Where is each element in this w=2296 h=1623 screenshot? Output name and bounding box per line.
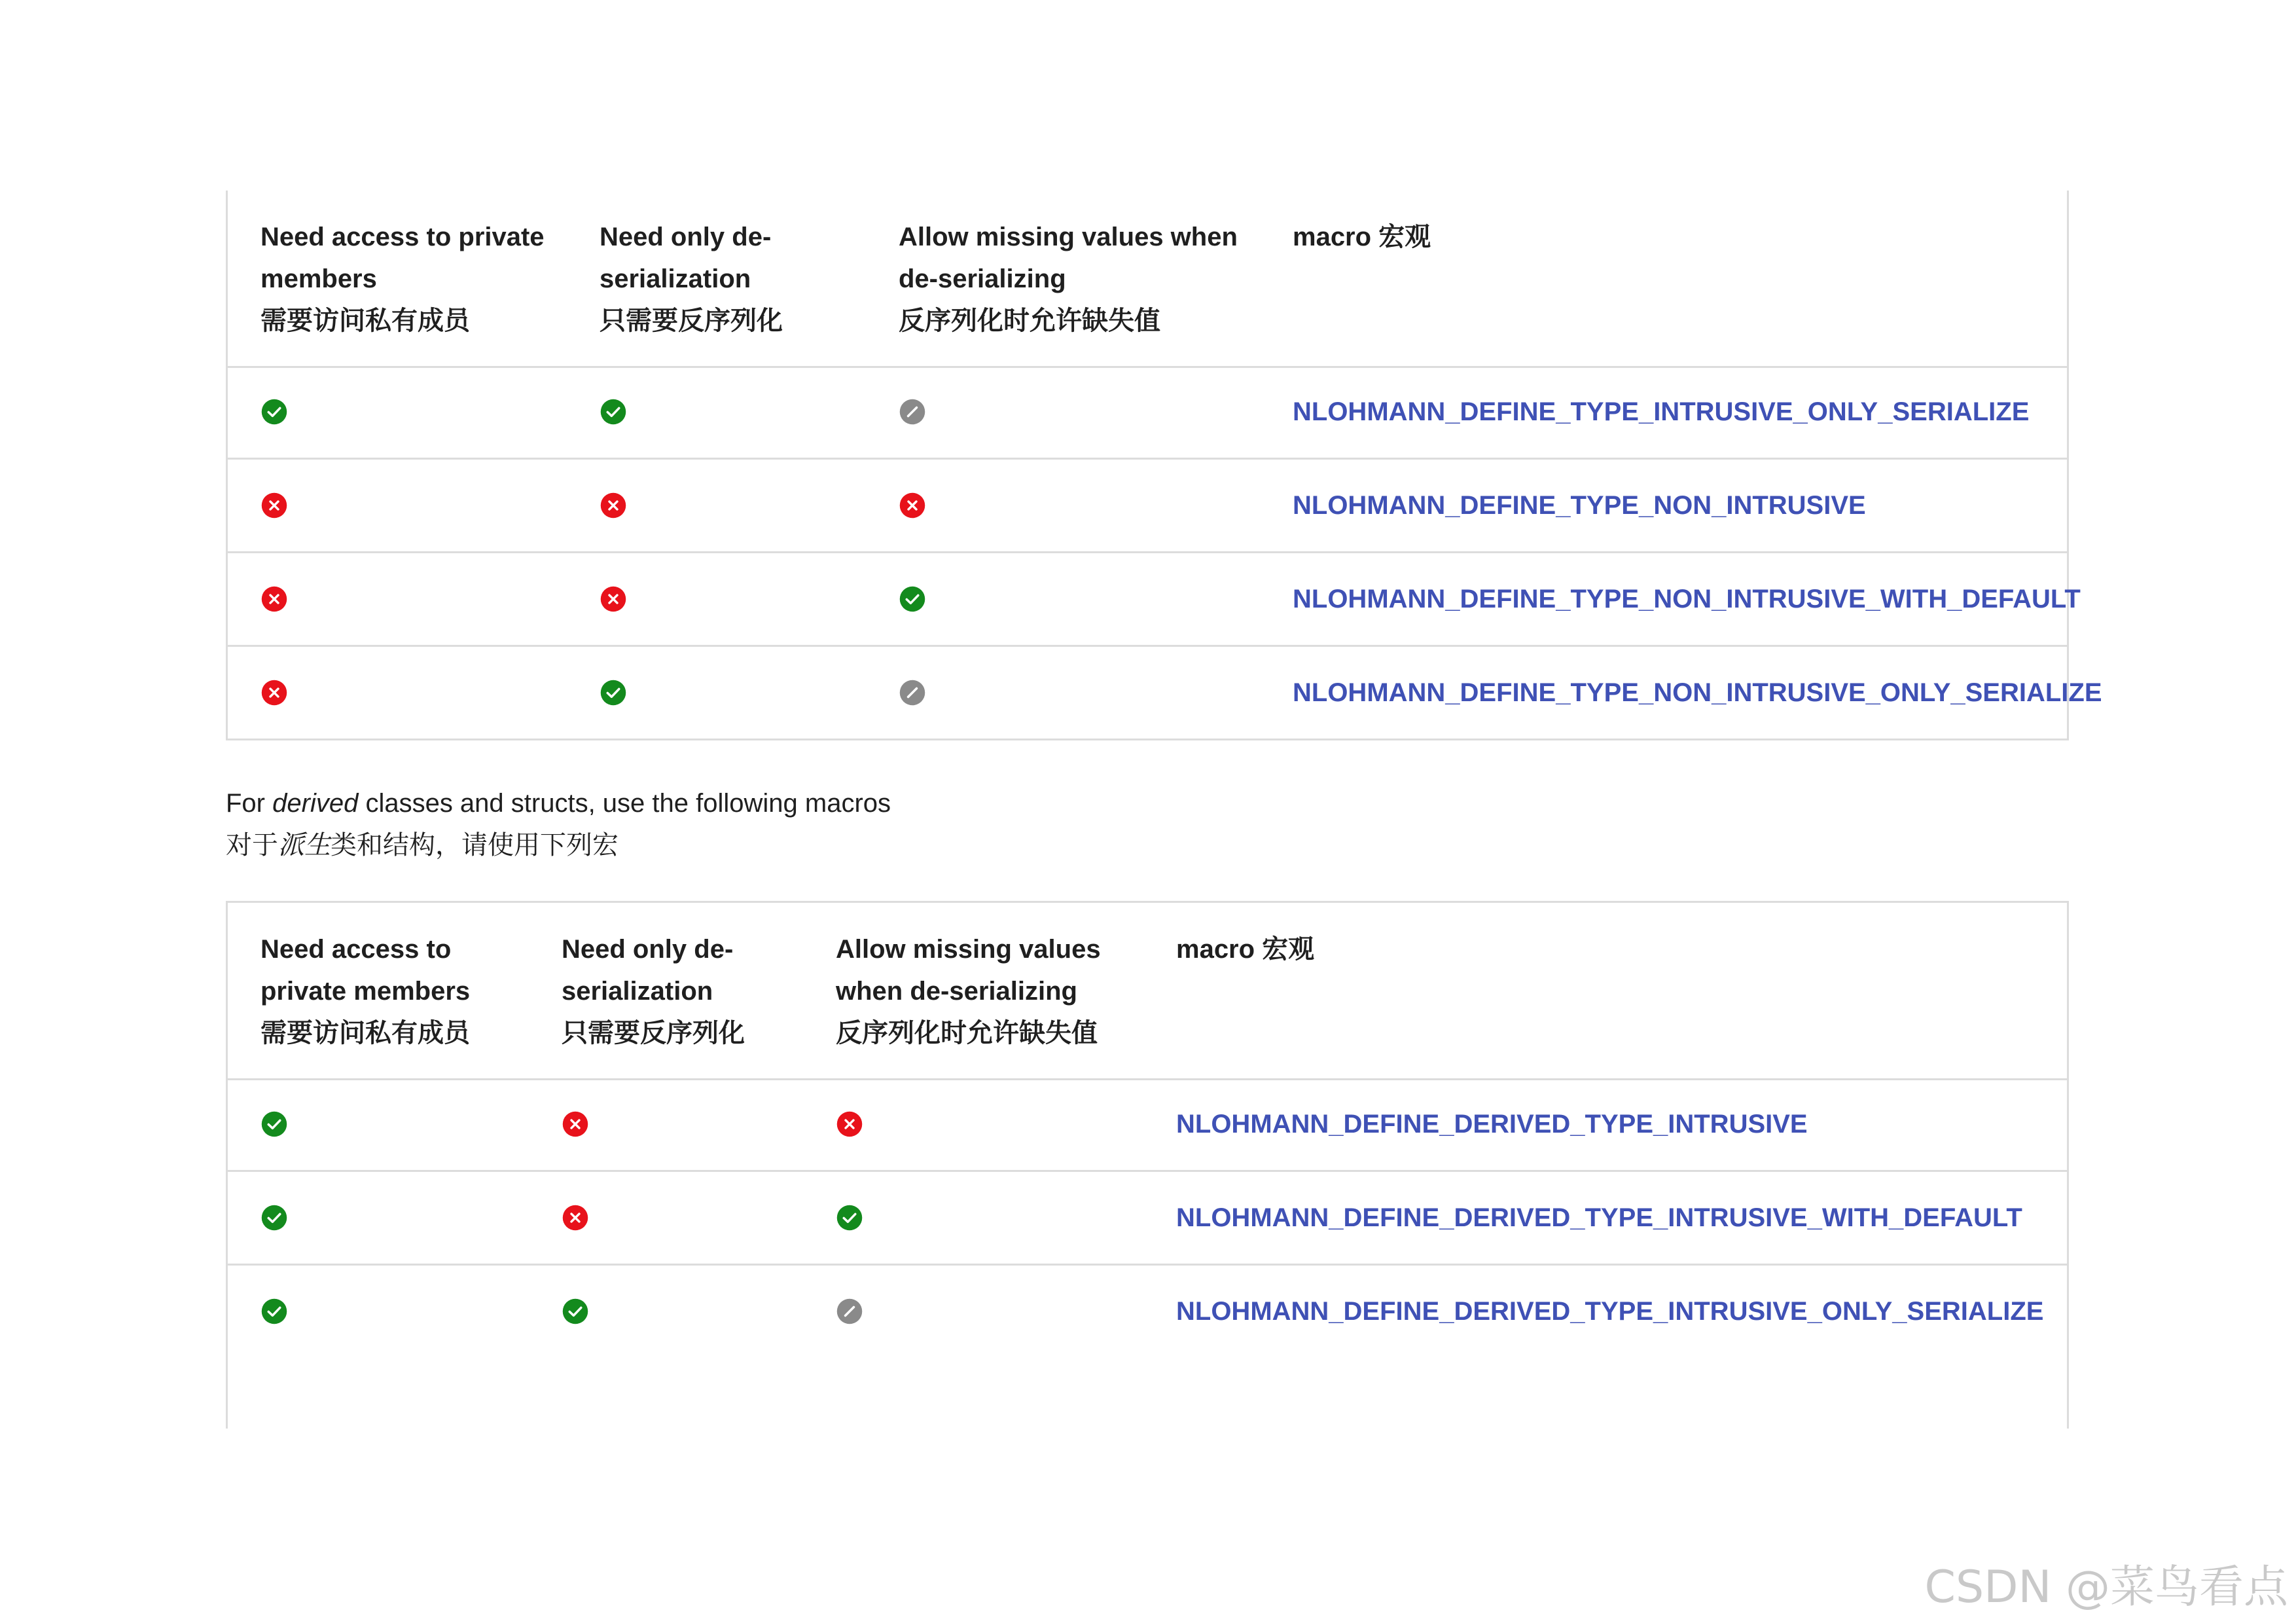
header-deserialization-only: Need only de- serialization 只需要反序列化 — [600, 223, 783, 335]
table-header — [228, 191, 2067, 368]
table-row — [228, 1172, 2067, 1266]
table-row — [228, 1078, 2067, 1172]
check-circle-icon — [899, 585, 926, 613]
macro-link[interactable]: NLOHMANN_DEFINE_DERIVED_TYPE_INTRUSIVE_WITH_DEFAULT — [1176, 1203, 2022, 1232]
note-line-english: For derived classes and structs, use the following macros — [226, 789, 891, 818]
check-circle-icon — [260, 1298, 288, 1325]
table-header — [228, 903, 2067, 1080]
derived-classes-note — [226, 782, 891, 866]
table-row — [228, 366, 2067, 460]
header-macro: macro 宏观 — [1293, 223, 1431, 251]
cross-circle-icon — [899, 492, 926, 519]
header-private-access: Need access to private members 需要访问私有成员 — [260, 935, 471, 1048]
header-allow-missing: Allow missing values when de-serializing 反序列化时允许缺失值 — [836, 935, 1101, 1048]
check-circle-icon — [260, 398, 288, 426]
macro-link[interactable]: NLOHMANN_DEFINE_TYPE_NON_INTRUSIVE — [1293, 491, 1866, 520]
not-applicable-icon — [899, 679, 926, 706]
check-circle-icon — [562, 1298, 589, 1325]
macro-link[interactable]: NLOHMANN_DEFINE_DERIVED_TYPE_INTRUSIVE_ONLY_SERIALIZE — [1176, 1297, 2044, 1326]
cross-circle-icon — [562, 1110, 589, 1138]
cross-circle-icon — [562, 1204, 589, 1231]
macro-table-2 — [226, 901, 2069, 1429]
cross-circle-icon — [836, 1110, 863, 1138]
macro-link[interactable]: NLOHMANN_DEFINE_DERIVED_TYPE_INTRUSIVE — [1176, 1110, 1808, 1139]
csdn-watermark: CSDN @菜鸟看点 — [1924, 1561, 2288, 1613]
header-deserialization-only: Need only de- serialization 只需要反序列化 — [562, 935, 745, 1048]
macro-link[interactable]: NLOHMANN_DEFINE_TYPE_NON_INTRUSIVE_WITH_DEFAULT — [1293, 585, 2081, 613]
check-circle-icon — [600, 679, 627, 706]
cross-circle-icon — [600, 492, 627, 519]
table-row — [228, 460, 2067, 553]
header-macro: macro 宏观 — [1176, 935, 1315, 964]
macro-link[interactable]: NLOHMANN_DEFINE_TYPE_NON_INTRUSIVE_ONLY_SERIALIZE — [1293, 678, 2102, 707]
note-line-chinese: 对于派生类和结构，请使用下列宏 — [226, 831, 619, 860]
cross-circle-icon — [260, 585, 288, 613]
not-applicable-icon — [899, 398, 926, 426]
table-row — [228, 1266, 2067, 1357]
table-row — [228, 553, 2081, 647]
macro-table-1 — [226, 191, 2102, 740]
cross-circle-icon — [260, 492, 288, 519]
not-applicable-icon — [836, 1298, 863, 1325]
cross-circle-icon — [600, 585, 627, 613]
macro-link[interactable]: NLOHMANN_DEFINE_TYPE_INTRUSIVE_ONLY_SERIALIZE — [1293, 397, 2030, 426]
table-row — [228, 647, 2102, 739]
cross-circle-icon — [260, 679, 288, 706]
header-private-access: Need access to private members 需要访问私有成员 — [260, 223, 545, 335]
check-circle-icon — [836, 1204, 863, 1231]
check-circle-icon — [600, 398, 627, 426]
check-circle-icon — [260, 1110, 288, 1138]
header-allow-missing: Allow missing values when de-serializing 反序列化时允许缺失值 — [899, 223, 1238, 335]
check-circle-icon — [260, 1204, 288, 1231]
